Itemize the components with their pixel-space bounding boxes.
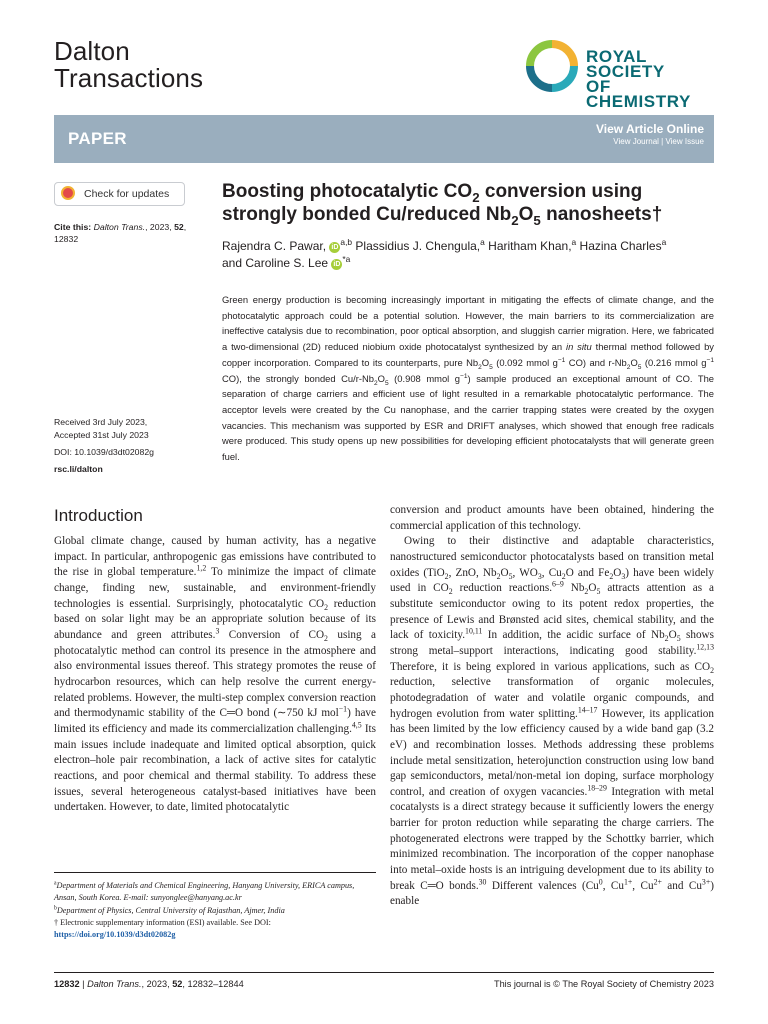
abstract-text: CO) and r-Nb xyxy=(565,356,627,368)
esi-doi-link[interactable]: https://doi.org/10.1039/d3dt02082g xyxy=(54,930,176,940)
sub: 3 xyxy=(621,571,626,581)
abstract-text: O xyxy=(377,372,385,384)
text: ) have been widely used in CO xyxy=(390,566,715,595)
view-article-online-link[interactable]: View Article Online xyxy=(595,122,704,136)
body-column-left xyxy=(54,534,376,816)
author-affiliation: *a xyxy=(342,254,351,264)
text: Department of Materials and Chemical Engineering, Hanyang University, ERICA campus, Ansan, South Korea. E-mail: sunyonglee@hanyang.ac.kr xyxy=(54,881,355,903)
author-affiliation: a xyxy=(661,237,667,247)
text: , ZnO, Nb xyxy=(448,566,497,579)
cite-pages: 12832 xyxy=(54,233,79,244)
title-part: conversion using strongly bonded Cu/reduced Nb xyxy=(222,181,643,225)
title-sub: 5 xyxy=(533,212,541,228)
text: ) have limited its efficiency and made its commercialization challenging. xyxy=(54,707,376,735)
text: , Cu xyxy=(602,879,624,892)
text: | xyxy=(79,979,88,989)
title-sub: 2 xyxy=(472,189,480,205)
sub: 5 xyxy=(489,363,493,371)
journal-name: Dalton Transactions xyxy=(54,36,204,93)
author-name[interactable]: Hazina Charles xyxy=(579,239,662,253)
text: O xyxy=(500,566,509,579)
accepted-date: Accepted 31st July 2023 xyxy=(54,430,149,440)
cite-this xyxy=(54,222,204,245)
footer-citation xyxy=(54,979,244,989)
cite-label: Cite this: xyxy=(54,222,92,232)
text: shows strong metal–support interactions, indicating good stability. xyxy=(390,629,714,657)
text: † Electronic supplementary information (ESI) available. See DOI: xyxy=(54,917,271,927)
page-number: 12832 xyxy=(54,979,80,989)
citation-ref[interactable]: 1,2 xyxy=(196,563,207,573)
author-affiliation: a,b xyxy=(340,237,353,247)
section-heading-introduction: Introduction xyxy=(54,506,143,525)
journal-short-link[interactable]: rsc.li/dalton xyxy=(54,464,103,474)
sub: 2 xyxy=(609,571,614,581)
author-name[interactable]: and Caroline S. Lee xyxy=(222,256,329,270)
title-part: nanosheets† xyxy=(540,204,663,225)
sub: 2 xyxy=(626,363,631,371)
text: Therefore, it is being explored in various applications, such as CO xyxy=(390,660,711,673)
article-type-band xyxy=(54,115,714,163)
article-title xyxy=(222,180,712,226)
text: In addition, the acidic surface of Nb xyxy=(482,629,665,642)
sub: 2 xyxy=(444,571,449,581)
sup: −1 xyxy=(460,372,468,380)
author-name[interactable]: Rajendra C. Pawar, xyxy=(222,239,327,253)
abstract xyxy=(222,292,714,465)
received-date: Received 3rd July 2023, xyxy=(54,417,148,427)
text: O xyxy=(588,582,597,595)
sub: 5 xyxy=(676,634,681,644)
sub: 2 xyxy=(448,587,453,597)
cite-year: , 2023, xyxy=(145,222,175,232)
sup: 2+ xyxy=(653,877,662,887)
footnotes xyxy=(54,880,376,941)
citation-ref[interactable]: 14–17 xyxy=(577,704,598,714)
cite-volume: 52 xyxy=(174,222,184,232)
paragraph: conversion and product amounts have been obtained, hindering the commercial application of this technology. xyxy=(390,504,714,532)
publisher-name-line-1: ROYAL SOCIETY xyxy=(586,47,665,81)
paragraph xyxy=(54,534,376,816)
text: and Cu xyxy=(661,879,702,892)
text: Different valences (Cu xyxy=(486,879,599,892)
footnote-esi xyxy=(54,917,376,942)
text: Integration with metal cocatalysts is a direct strategy because it sufficiently lowers the energy barrier for proton reduction while separating the charge carriers. The photogenerated electrons were trapped by the Schottky barrier, which minimized recombination. The incorporation of the copper nanophase into metal–oxide hosts is an intriguing development due to its ability to break C═O bonds. xyxy=(390,785,714,892)
text: Its main issues include inadequate and limited optical absorption, quick electron–hole pair recombination, a lack of active sites for catalytic reactions, and poor chemical and thermal stability. To address these issues, several heterogeneous catalyst-based initiatives have been undertaken. However, to date, limited photocatalytic xyxy=(54,722,377,814)
abstract-text: O xyxy=(481,356,490,368)
orcid-icon[interactable]: iD xyxy=(333,261,341,268)
text: Nb xyxy=(563,582,585,595)
sub: 2 xyxy=(324,602,329,612)
abstract-text: CO), the strongly bonded Cu/r-Nb xyxy=(222,372,374,384)
check-for-updates-label: Check for updates xyxy=(84,188,170,200)
text: 52 xyxy=(172,979,183,989)
citation-ref[interactable]: 10,11 xyxy=(465,626,483,636)
text: However, its application has been limited by the low efficiency caused by a wide band gap (3.2 eV) and recombination losses. Methods addressing these problems include metal sensitization, heterojunction construction using low band gap semiconductors, metal/non-metal ion doping, surface morphology control, and creation of oxygen vacancies. xyxy=(390,707,714,798)
cite-journal: Dalton Trans. xyxy=(93,222,146,232)
paragraph xyxy=(390,534,714,910)
citation-ref[interactable]: 18–29 xyxy=(587,783,607,793)
sub: 5 xyxy=(384,379,389,387)
title-sub: 2 xyxy=(511,212,519,228)
text: reduction reactions. xyxy=(452,582,553,595)
orcid-icon[interactable]: iD xyxy=(331,244,339,251)
text: , 2023, xyxy=(141,979,173,989)
abstract-text: ) sample produced an exceptional amount of CO. The separation of charge carriers and efficient use of light resulted in a remarkable photocatalytic performance. The acceptor levels were created by the Cu nanophase, and the carrier trapping states were created by the oxygen vacancies. This mechanism was supported by ESR and DRIFT analyses, which showed that enough free radicals were produced. This study opens up new possibilities for developing efficient photocatalysts that will generate green fuel. xyxy=(222,372,715,463)
check-for-updates-button[interactable] xyxy=(54,182,185,206)
sup: a xyxy=(54,880,57,887)
text: To minimize the impact of climate change, finding new, sustainable, and environment-friendly technologies is essential. Surprisingly, photocatalytic CO xyxy=(54,566,376,610)
publisher-logo[interactable] xyxy=(524,38,714,111)
article-type: PAPER xyxy=(68,129,127,148)
sub: 2 xyxy=(584,587,589,597)
text: , 12832–12844 xyxy=(182,979,244,989)
abstract-text: O xyxy=(630,356,638,368)
abstract-text: in situ xyxy=(565,341,592,353)
rsc-logo-icon xyxy=(524,38,580,94)
publisher-name-line-2: OF CHEMISTRY xyxy=(586,77,691,111)
text: using a photocatalytic method can control its presence in the atmosphere and also environmental issues thereof. This strategy promotes the reuse of hydrocarbon resources, which can help resolve the current energy-related problems. However, the multi-step complex conversion reaction and thermodynamic stability of the C═O bond (∼750 kJ mol xyxy=(54,628,376,720)
text: reduction, selective transformation of organic molecules, photodegradation of water and volatile organic compounds, and hydrogen evolution from water splitting. xyxy=(390,676,714,720)
doi[interactable]: DOI: 10.1039/d3dt02082g xyxy=(54,447,154,457)
citation-ref[interactable]: 6–9 xyxy=(552,579,564,589)
abstract-text: Green energy production is becoming increasingly important in mitigating the effects of climate change, and the photocatalytic approach could be a potential solution. However, the main barriers to its commercialization are ineffective catalysis due to recombination, poor optical absorption, and sluggish carrier migration. Here, we fabricated a two-dimensional (2D) reduced niobium oxide photocatalyst synthesized by an xyxy=(222,294,714,353)
author-list xyxy=(222,238,722,272)
article-history xyxy=(54,416,214,476)
sub: 2 xyxy=(373,379,378,387)
author-affiliation: a xyxy=(571,237,577,247)
sup: 1+ xyxy=(623,877,633,887)
sup: 0 xyxy=(598,877,603,887)
title-part: Boosting photocatalytic CO xyxy=(222,181,473,202)
sup: −1 xyxy=(338,704,348,714)
sub: 5 xyxy=(596,587,601,597)
text: attracts attention as a substitute semiconductor owing to its potent redox properties, the presence of Lewis and Brønsted acid sites, chemical stability, and the lack of toxicity. xyxy=(390,582,714,642)
footnote-affiliation-b xyxy=(54,905,376,917)
crossmark-icon xyxy=(61,186,75,200)
text: ) enable xyxy=(390,879,714,908)
sup: 3+ xyxy=(701,877,711,887)
sub: 2 xyxy=(324,634,328,644)
text: O xyxy=(668,629,677,642)
sup: b xyxy=(54,904,57,911)
footnote-divider xyxy=(54,872,376,873)
text: O and Fe xyxy=(565,566,610,579)
text: , Cu xyxy=(541,566,562,579)
text: , WO xyxy=(512,566,538,579)
text: O xyxy=(613,566,622,579)
text: Owing to their distinctive and adaptable characteristics, nanostructured semiconductor photocatalysts based on transition metal oxides (TiO xyxy=(390,535,714,579)
citation-ref[interactable]: 4,5 xyxy=(351,720,362,730)
footer-divider xyxy=(54,972,714,973)
abstract-text: (0.216 mmol g xyxy=(641,356,707,368)
sub: 2 xyxy=(710,665,714,675)
text: , Cu xyxy=(632,879,654,892)
footnote-affiliation-a xyxy=(54,880,376,905)
text: Global climate change, caused by human activity, has a negative impact. In particular, anthropogenic gas emissions have contributed to the rise in global temperature. xyxy=(54,535,376,579)
abstract-text: (0.908 mmol g xyxy=(388,372,461,384)
abstract-text: (0.092 mmol g xyxy=(492,356,558,368)
view-journal-issue-links[interactable]: View Journal | View Issue xyxy=(613,137,704,146)
text: Department of Physics, Central University of Rajasthan, Ajmer, India xyxy=(56,905,285,915)
sub: 2 xyxy=(664,634,669,644)
citation-ref[interactable]: 30 xyxy=(478,877,487,887)
author-name[interactable]: Plassidius J. Chengula, xyxy=(355,239,481,253)
sub: 2 xyxy=(496,571,501,581)
sub: 2 xyxy=(561,571,566,581)
cite-sep: , xyxy=(183,222,187,232)
citation-ref[interactable]: 3 xyxy=(215,626,220,636)
footer-copyright: This journal is © The Royal Society of Chemistry 2023 xyxy=(493,979,714,989)
abstract-text: thermal method followed by copper incorporation. Compared to its counterparts, pure Nb xyxy=(222,341,714,368)
sub: 5 xyxy=(508,571,513,581)
text: Conversion of CO xyxy=(219,628,325,641)
text: reduction based on solar light may be an appropriate solution because of its abundance and green attributes. xyxy=(54,597,376,641)
sub: 5 xyxy=(637,363,642,371)
text: Dalton Trans. xyxy=(87,979,142,989)
author-name[interactable]: Haritham Khan, xyxy=(488,239,572,253)
citation-ref[interactable]: 12,13 xyxy=(696,642,714,652)
sub: 2 xyxy=(478,363,482,371)
body-column-right xyxy=(390,503,714,910)
sub: 3 xyxy=(537,571,542,581)
author-affiliation: a xyxy=(480,237,485,247)
sup: −1 xyxy=(557,356,566,364)
sup: −1 xyxy=(706,356,715,364)
title-part: O xyxy=(518,204,534,225)
